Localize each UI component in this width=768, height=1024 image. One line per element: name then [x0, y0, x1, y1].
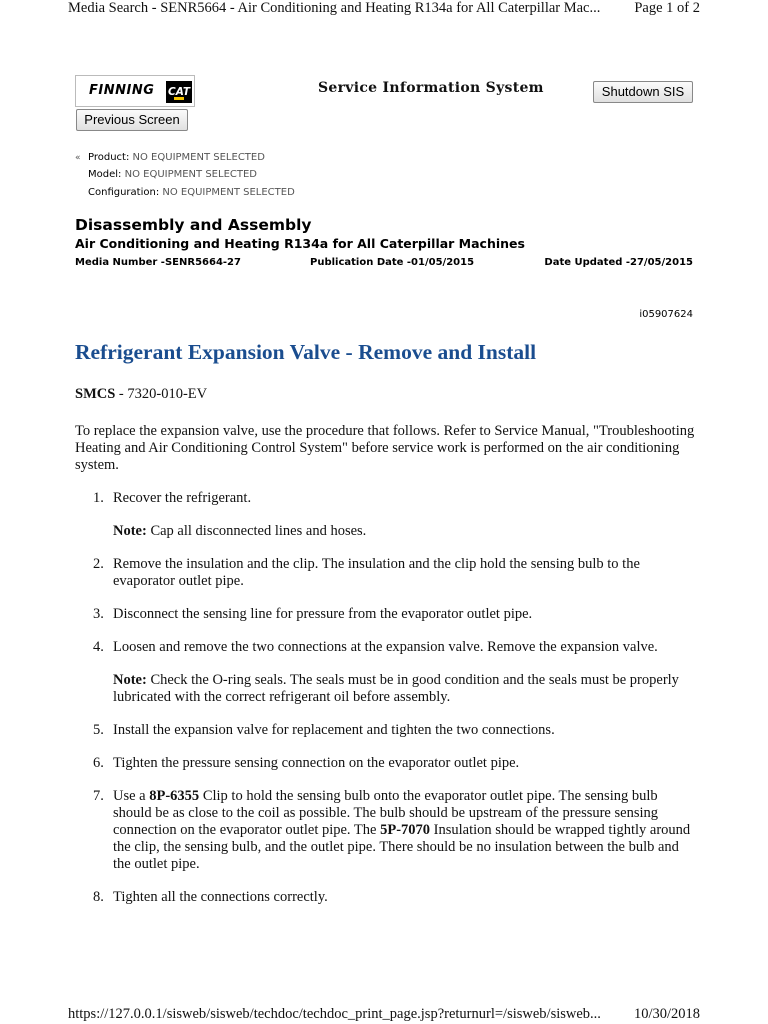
step-item	[75, 639, 695, 706]
date-updated: Date Updated -27/05/2015	[544, 257, 693, 268]
step-text-part: Use a	[113, 788, 150, 804]
step-item	[75, 490, 695, 540]
manual-subtitle: Air Conditioning and Heating R134a for All Caterpillar Machines	[75, 236, 525, 251]
smcs-code	[75, 386, 207, 403]
step-text: Remove the insulation and the clip. The insulation and the clip hold the sensing bulb to the evaporator outlet pipe.	[113, 556, 640, 589]
step-text: Tighten all the connections correctly.	[113, 889, 328, 905]
step-item	[75, 755, 695, 772]
step-text: Recover the refrigerant.	[113, 490, 252, 506]
note-label: Note:	[113, 523, 147, 539]
print-footer-date: 10/30/2018	[633, 1006, 700, 1022]
part-number-link: 5P-7070	[380, 822, 431, 838]
step-item	[75, 556, 695, 590]
previous-screen-button[interactable]: Previous Screen	[76, 109, 188, 131]
step-item	[75, 606, 695, 623]
step-text-part: Clip to hold the sensing bulb onto the evaporator outlet pipe. The sensing bulb should be as close to the coil as possible. The bulb should be upstream of the pressure sensing connection on the evaporator outlet pipe. The	[113, 788, 658, 838]
model-value: NO EQUIPMENT SELECTED	[124, 169, 257, 180]
step-number: 6.	[93, 755, 104, 771]
product-row	[88, 152, 265, 163]
model-row	[88, 169, 257, 180]
step-text	[113, 788, 695, 873]
page-title: Refrigerant Expansion Valve - Remove and Install	[75, 340, 537, 364]
document-id: i05907624	[639, 309, 693, 320]
publication-date: Publication Date -01/05/2015	[310, 257, 475, 268]
step-text: Loosen and remove the two connections at the expansion valve. Remove the expansion valve.	[113, 639, 658, 655]
print-footer-url: https://127.0.0.1/sisweb/sisweb/techdoc/techdoc_print_page.jsp?returnurl=/sisweb/sisweb...	[68, 1006, 601, 1022]
step-number: 8.	[93, 889, 104, 905]
print-header	[68, 0, 700, 17]
finning-logo-text: FINNING	[89, 83, 155, 98]
cat-logo-icon: CAT	[166, 81, 192, 103]
print-header-page: Page 1 of 2	[634, 0, 700, 16]
step-text-part: Insulation should be wrapped tightly around the clip, the sensing bulb, and the outlet pipe. There should be no insulation between the bulb and the outlet pipe.	[113, 822, 691, 872]
note-label: Note:	[113, 672, 147, 688]
step-note	[113, 523, 695, 540]
step-number: 2.	[93, 556, 104, 572]
print-header-title: Media Search - SENR5664 - Air Conditioning and Heating R134a for All Caterpillar Mac...	[68, 0, 601, 16]
step-item	[75, 722, 695, 739]
step-note	[113, 672, 695, 706]
procedure-steps	[75, 490, 695, 922]
configuration-row	[88, 187, 295, 198]
section-title: Disassembly and Assembly	[75, 216, 312, 234]
note-text: Cap all disconnected lines and hoses.	[146, 523, 367, 539]
step-number: 4.	[93, 639, 104, 655]
note-text: Check the O-ring seals. The seals must be in good condition and the seals must be properly lubricated with the correct refrigerant oil before assembly.	[113, 672, 679, 705]
part-number-link: 8P-6355	[149, 788, 200, 804]
step-text: Install the expansion valve for replacement and tighten the two connections.	[113, 722, 555, 738]
step-item	[75, 788, 695, 873]
step-number: 3.	[93, 606, 104, 622]
configuration-value: NO EQUIPMENT SELECTED	[162, 187, 295, 198]
print-footer	[68, 1006, 700, 1023]
model-label: Model:	[88, 169, 122, 180]
collapse-arrow-icon[interactable]: «	[75, 153, 81, 163]
shutdown-sis-button[interactable]: Shutdown SIS	[593, 81, 693, 103]
step-text: Disconnect the sensing line for pressure from the evaporator outlet pipe.	[113, 606, 533, 622]
step-number: 5.	[93, 722, 104, 738]
smcs-value: - 7320-010-EV	[115, 386, 208, 402]
configuration-label: Configuration:	[88, 187, 160, 198]
product-label: Product:	[88, 152, 130, 163]
product-value: NO EQUIPMENT SELECTED	[132, 152, 265, 163]
step-item	[75, 889, 695, 906]
finning-cat-logo	[75, 75, 195, 107]
smcs-label: SMCS	[75, 386, 116, 402]
media-number: Media Number -SENR5664-27	[75, 257, 241, 268]
step-text: Tighten the pressure sensing connection on the evaporator outlet pipe.	[113, 755, 520, 771]
intro-paragraph: To replace the expansion valve, use the procedure that follows. Refer to Service Manual, "Troubleshooting Heating and Air Conditioning Control System" before service work is performed on the air conditioning system.	[75, 423, 695, 473]
system-title: Service Information System	[318, 80, 544, 96]
step-number: 1.	[93, 490, 104, 506]
step-number: 7.	[93, 788, 104, 804]
